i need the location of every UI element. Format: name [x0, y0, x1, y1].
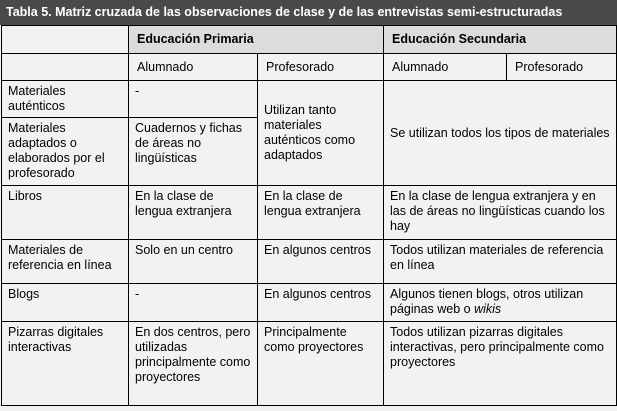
blogs-secundaria-text: Algunos tienen blogs, otros utilizan páginas web o — [390, 287, 584, 316]
blogs-secundaria-wikis: wikis — [474, 302, 502, 316]
row-label-autenticos: Materiales auténticos — [2, 81, 129, 118]
table-row — [2, 186, 617, 240]
cell-pizarras-prim-alumnado: En dos centros, pero utilizadas principalmente como proyectores — [129, 322, 258, 406]
table-row — [2, 81, 617, 118]
table-row — [2, 284, 617, 322]
header-row-groups — [2, 54, 617, 81]
cell-libros-prim-profesorado: En la clase de lengua extranjera — [258, 186, 384, 240]
cell-blogs-secundaria — [384, 284, 617, 322]
cell-materiales-secundaria: Se utilizan todos los tipos de materiales — [384, 81, 617, 186]
row-label-libros: Libros — [2, 186, 129, 240]
corner-cell — [2, 26, 129, 54]
row-label-referencia: Materiales de referencia en línea — [2, 240, 129, 284]
cell-libros-secundaria: En la clase de lengua extranjera y en las de áreas no lingüísticas cuando los hay — [384, 186, 617, 240]
row-label-pizarras: Pizarras digitales interactivas — [2, 322, 129, 406]
table-row — [2, 240, 617, 284]
header-primaria: Educación Primaria — [129, 26, 384, 54]
header-primaria-alumnado: Alumnado — [129, 54, 258, 81]
cell-blogs-prim-profesorado: En algunos centros — [258, 284, 384, 322]
row-label-adaptados: Materiales adaptados o elaborados por el profesorado — [2, 118, 129, 186]
table-row — [2, 322, 617, 406]
cell-referencia-prim-profesorado: En algunos centros — [258, 240, 384, 284]
header-primaria-profesorado: Profesorado — [258, 54, 384, 81]
cell-materiales-prim-profesorado: Utilizan tanto materiales auténticos como adaptados — [258, 81, 384, 186]
cell-adaptados-prim-alumnado: Cuadernos y fichas de áreas no lingüísticas — [129, 118, 258, 186]
row-label-blogs: Blogs — [2, 284, 129, 322]
cell-pizarras-prim-profesorado: Principalmente como proyectores — [258, 322, 384, 406]
cross-matrix-table — [1, 25, 617, 406]
header-secundaria: Educación Secundaria — [384, 26, 617, 54]
table-title: Tabla 5. Matriz cruzada de las observaciones de clase y de las entrevistas semi-estructuradas — [0, 0, 617, 25]
cell-referencia-secundaria: Todos utilizan materiales de referencia en línea — [384, 240, 617, 284]
header-secundaria-alumnado: Alumnado — [384, 54, 507, 81]
cell-autenticos-prim-alumnado: - — [129, 81, 258, 118]
header-secundaria-profesorado: Profesorado — [507, 54, 617, 81]
cell-libros-prim-alumnado: En la clase de lengua extranjera — [129, 186, 258, 240]
header-row-levels — [2, 26, 617, 54]
cell-pizarras-secundaria: Todos utilizan pizarras digitales interactivas, pero principalmente como proyectores — [384, 322, 617, 406]
cell-referencia-prim-alumnado: Solo en un centro — [129, 240, 258, 284]
cell-blogs-prim-alumnado: - — [129, 284, 258, 322]
corner-cell-2 — [2, 54, 129, 81]
